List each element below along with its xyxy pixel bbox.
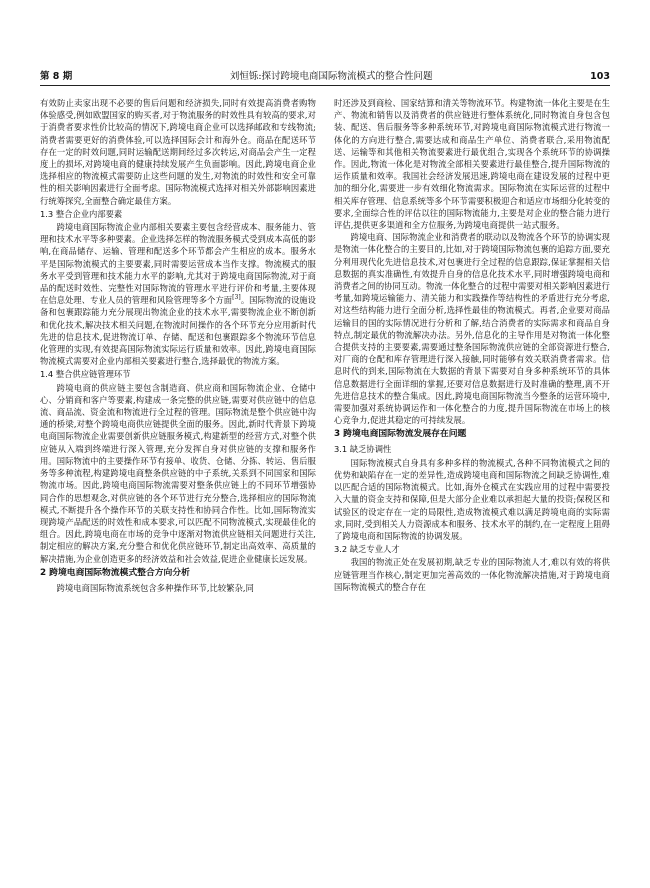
paragraph-2-continued: 时还涉及到商检、国家结算和清关等物流环节。构建物流一体化主要是在生产、物流和销售以及消费者的供应链进行整体系统化,同时物流自身包含包装、配送、售后服务等多种系统环节,对跨境电商国际物流模式进行物流一体化的方向进行整合,需要达成和商品生产单位、消费者联合,采用物流配送、运输等和其他相关物流要素进行最优组合,实现各个系统环节的协调操作。因此,物流一体化是对物流全部相关要素进行最佳整合,提升国际物流的运作质量和效率。我国社会经济发展迅速,跨境电商在建设发展的过程中更加的细分化,需要进一步有效细化物流需求。国际物流在实际运营的过程中相关库存管理、信息系统等多个环节需要积极迎合和适应市场细分化转变的要求,全面综合性的评估以往的国际物流能力,主要是对企业的整合能力进行评估,提供更多渠道和全方位服务,为跨境电商提供一站式服务。 <box>334 98 610 231</box>
running-title: 刘恒铄:探讨跨境电商国际物流模式的整合性问题 <box>229 71 433 82</box>
paragraph-3-2: 我国的物流正处在发展初期,缺乏专业的国际物流人才,难以有效的将供应链管理当作核心,制定更加完善高效的一体化物流解决措施,对于跨境电商国际物流模式的整合存在 <box>334 557 610 592</box>
section-heading-3: 3 跨境电商国际物流发展存在问题 <box>334 429 467 440</box>
page-number: 103 <box>590 71 610 82</box>
paragraph-text: 跨境电商国际物流企业内部相关要素主要包含经营成本、服务能力、管理和技术水平等多种要素。企业选择怎样的物流服务模式受到成本高低的影响,在商品储存、运输、管理和配送多个环节都会产生相应的成本。服务水平是国际物流模式的主要要素,同时需要运营成本当作支撑。物流模式的服务水平受到管理和技术能力水平的影响,尤其对于跨境电商国际物流,对于商品的配送时效性、完整性对国际物流的管理水平进行评价和考量,主要体现在信息处理、专业人员的管理和风险管理等多个方面 <box>40 222 316 306</box>
paragraph-3-1: 国际物流模式自身具有多种多样的物流模式,各种不同物流模式之间的优势和缺陷存在一定的差异性,造成跨境电商和国际物流之间缺乏协调性,难以匹配合适的国际物流模式。比如,海外仓模式在实践应用的过程中需要投入大量的资金支持和保障,但是大部分企业难以承担起大量的投资;保税区和试验区的设定存在一定的局限性,造成物流模式难以满足跨境电商的实际需求,同时,受到相关人力资源成本和服务、技术水平的制约,在一定程度上阻碍了跨境电商和国际物流的协调发展。 <box>334 457 610 541</box>
paragraph: 有效防止卖家出现不必要的售后问题和经济损失,同时有效提高消费者购物体验感受,例如欧盟国家的购买者,对于物流服务的时效性具有较高的要求,对于消费者要求性价比较高的情况下,跨境电商企业可以选择邮政和专线物流;消费者需要更好的消费体验,可以选择国际会计和海外仓。商品在配送环节存在一定的时效问题,同时运输配送期间经过多次转运,对商品会产生一定程度上的损坏,对跨境电商的健康持续发展产生负面影响。因此,跨境电商企业选择相应的物流模式需要防止这些问题的发生,对物流的时效性和安全可靠性的相关影响因素进行全面考虑。国际物流模式选择对相关外部影响因素进行统筹探究,全面整合确定最佳方案。 <box>40 98 316 206</box>
subsection-heading-3-2: 3.2 缺乏专业人才 <box>334 544 400 555</box>
citation-ref: [3] <box>232 294 241 302</box>
paragraph-1-3 <box>40 221 316 367</box>
section-heading-2: 2 跨境电商国际物流模式整合方向分析 <box>40 567 190 578</box>
paragraph-2-start: 跨境电商国际物流系统包含多种操作环节,比较繁杂,同 <box>56 582 254 593</box>
paragraph-1-4: 跨境电商的供应链主要包含制造商、供应商和国际物流企业、仓储中心、分销商和客户等要素,构建成一条完整的供应链,需要对供应链中的信息流、商品流、资金流和物流进行全过程的管理。国际物流是整个供应链中沟通的桥梁,对整个跨境电商供应链提供全面的服务。因此,新时代背景下跨境电商国际物流企业需要创新供应链服务模式,构建新型的经营方式,对整个供应链从入端到终端进行深入管理,充分发挥自身对供应链的支撑和服务作用。国际物流中的主要操作环节有接单、收货、仓储、分拣、转运、售后服务等多种流程,构建跨境电商整条供应链的中子系统,关系到不同国家和国际物流市场。因此,跨境电商国际物流需要对整条供应链上的不同环节增强协同合作的思想观念,对供应链的各个环节进行充分整合,选择相应的国际物流模式,不断提升各个操作环节的关联支持性和协同合作性。比如,国际物流实现跨境产品配送的时效性和成本要求,可以匹配不同物流模式,实现最佳化的组合。因此,跨境电商在市场的竞争中逐渐对物流供应链相关问题进行关注,制定相应的解决方案,充分整合和优化供应链环节,制定出高效率、高质量的解决措施,为企业创造更多的经济效益和社会效益,促进企业健康长远发展。 <box>40 382 316 564</box>
subsection-heading-1-3: 1.3 整合企业内部要素 <box>40 208 123 219</box>
subsection-heading-3-1: 3.1 缺乏协调性 <box>334 444 392 455</box>
running-header <box>40 66 610 86</box>
subsection-heading-1-4: 1.4 整合供应链管理环节 <box>40 369 131 380</box>
right-column <box>334 97 610 848</box>
body-columns <box>40 97 610 848</box>
paragraph-2-b: 跨境电商、国际物流企业和消费者的联动以及物流各个环节的协调实现是物流一体化整合的主要目的,比如,对于跨境国际物流包裹的追踪方面,要充分利用现代化先进信息技术,对包裹进行全过程的信息跟踪,保证掌握相关信息数据的真实准确性,有效提升自身的信息化技术水平,同时增强跨境电商和消费者之间的协同互动。物流一体化整合的过程中需要对相关影响因素进行考量,如跨境运输能力、清关能力和实践操作等结构性的矛盾进行充分考虑,对这些结构能力进行全面分析,选择性最佳的物流模式。再者,企业要对商品运输目的国的实际情况进行分析和了解,结合消费者的实际需求和商品自身特点,制定最优的物流解决办法。另外,信息化的主导作用是对物流一体化整合提供支持的主要要素,需要通过整条国际物流供应链的全部资源进行整合,对厂商的仓配和库存管理进行深入接触,同时能够有效关联消费者需求。信息时代的到来,国际物流在大数据的背景下需要对自身多种系统环节的具体信息数据进行全面详细的掌握,还要对信息数据进行及时准确的整理,离不开先进信息技术的整合集成。因此,跨境电商国际物流当今整条的运营环境中,需要加强对系统协调运作和一体化整合的力度,提升国际物流在市场上的核心竞争力,促进其稳定的可持续发展。 <box>334 232 610 426</box>
left-column <box>40 97 316 848</box>
issue-number: 第 8 期 <box>40 71 73 82</box>
paragraph-text: 。国际物流的设施设备和包裹跟踪能力充分展现出物流企业的技术水平,需要物流企业不断创新和优化技术,解决技术相关问题,在物流时间操作的各个环节充分应用新时代先进的信息技术,促进物流订单、存储、配送和包裹跟踪多个物流环节信息化管理的实现,有效提高国际物流实际运行质量和效率。因此,跨境电商国际物流模式需要对企业内部相关要素进行整合,选择最优的物流方案。 <box>40 295 316 367</box>
